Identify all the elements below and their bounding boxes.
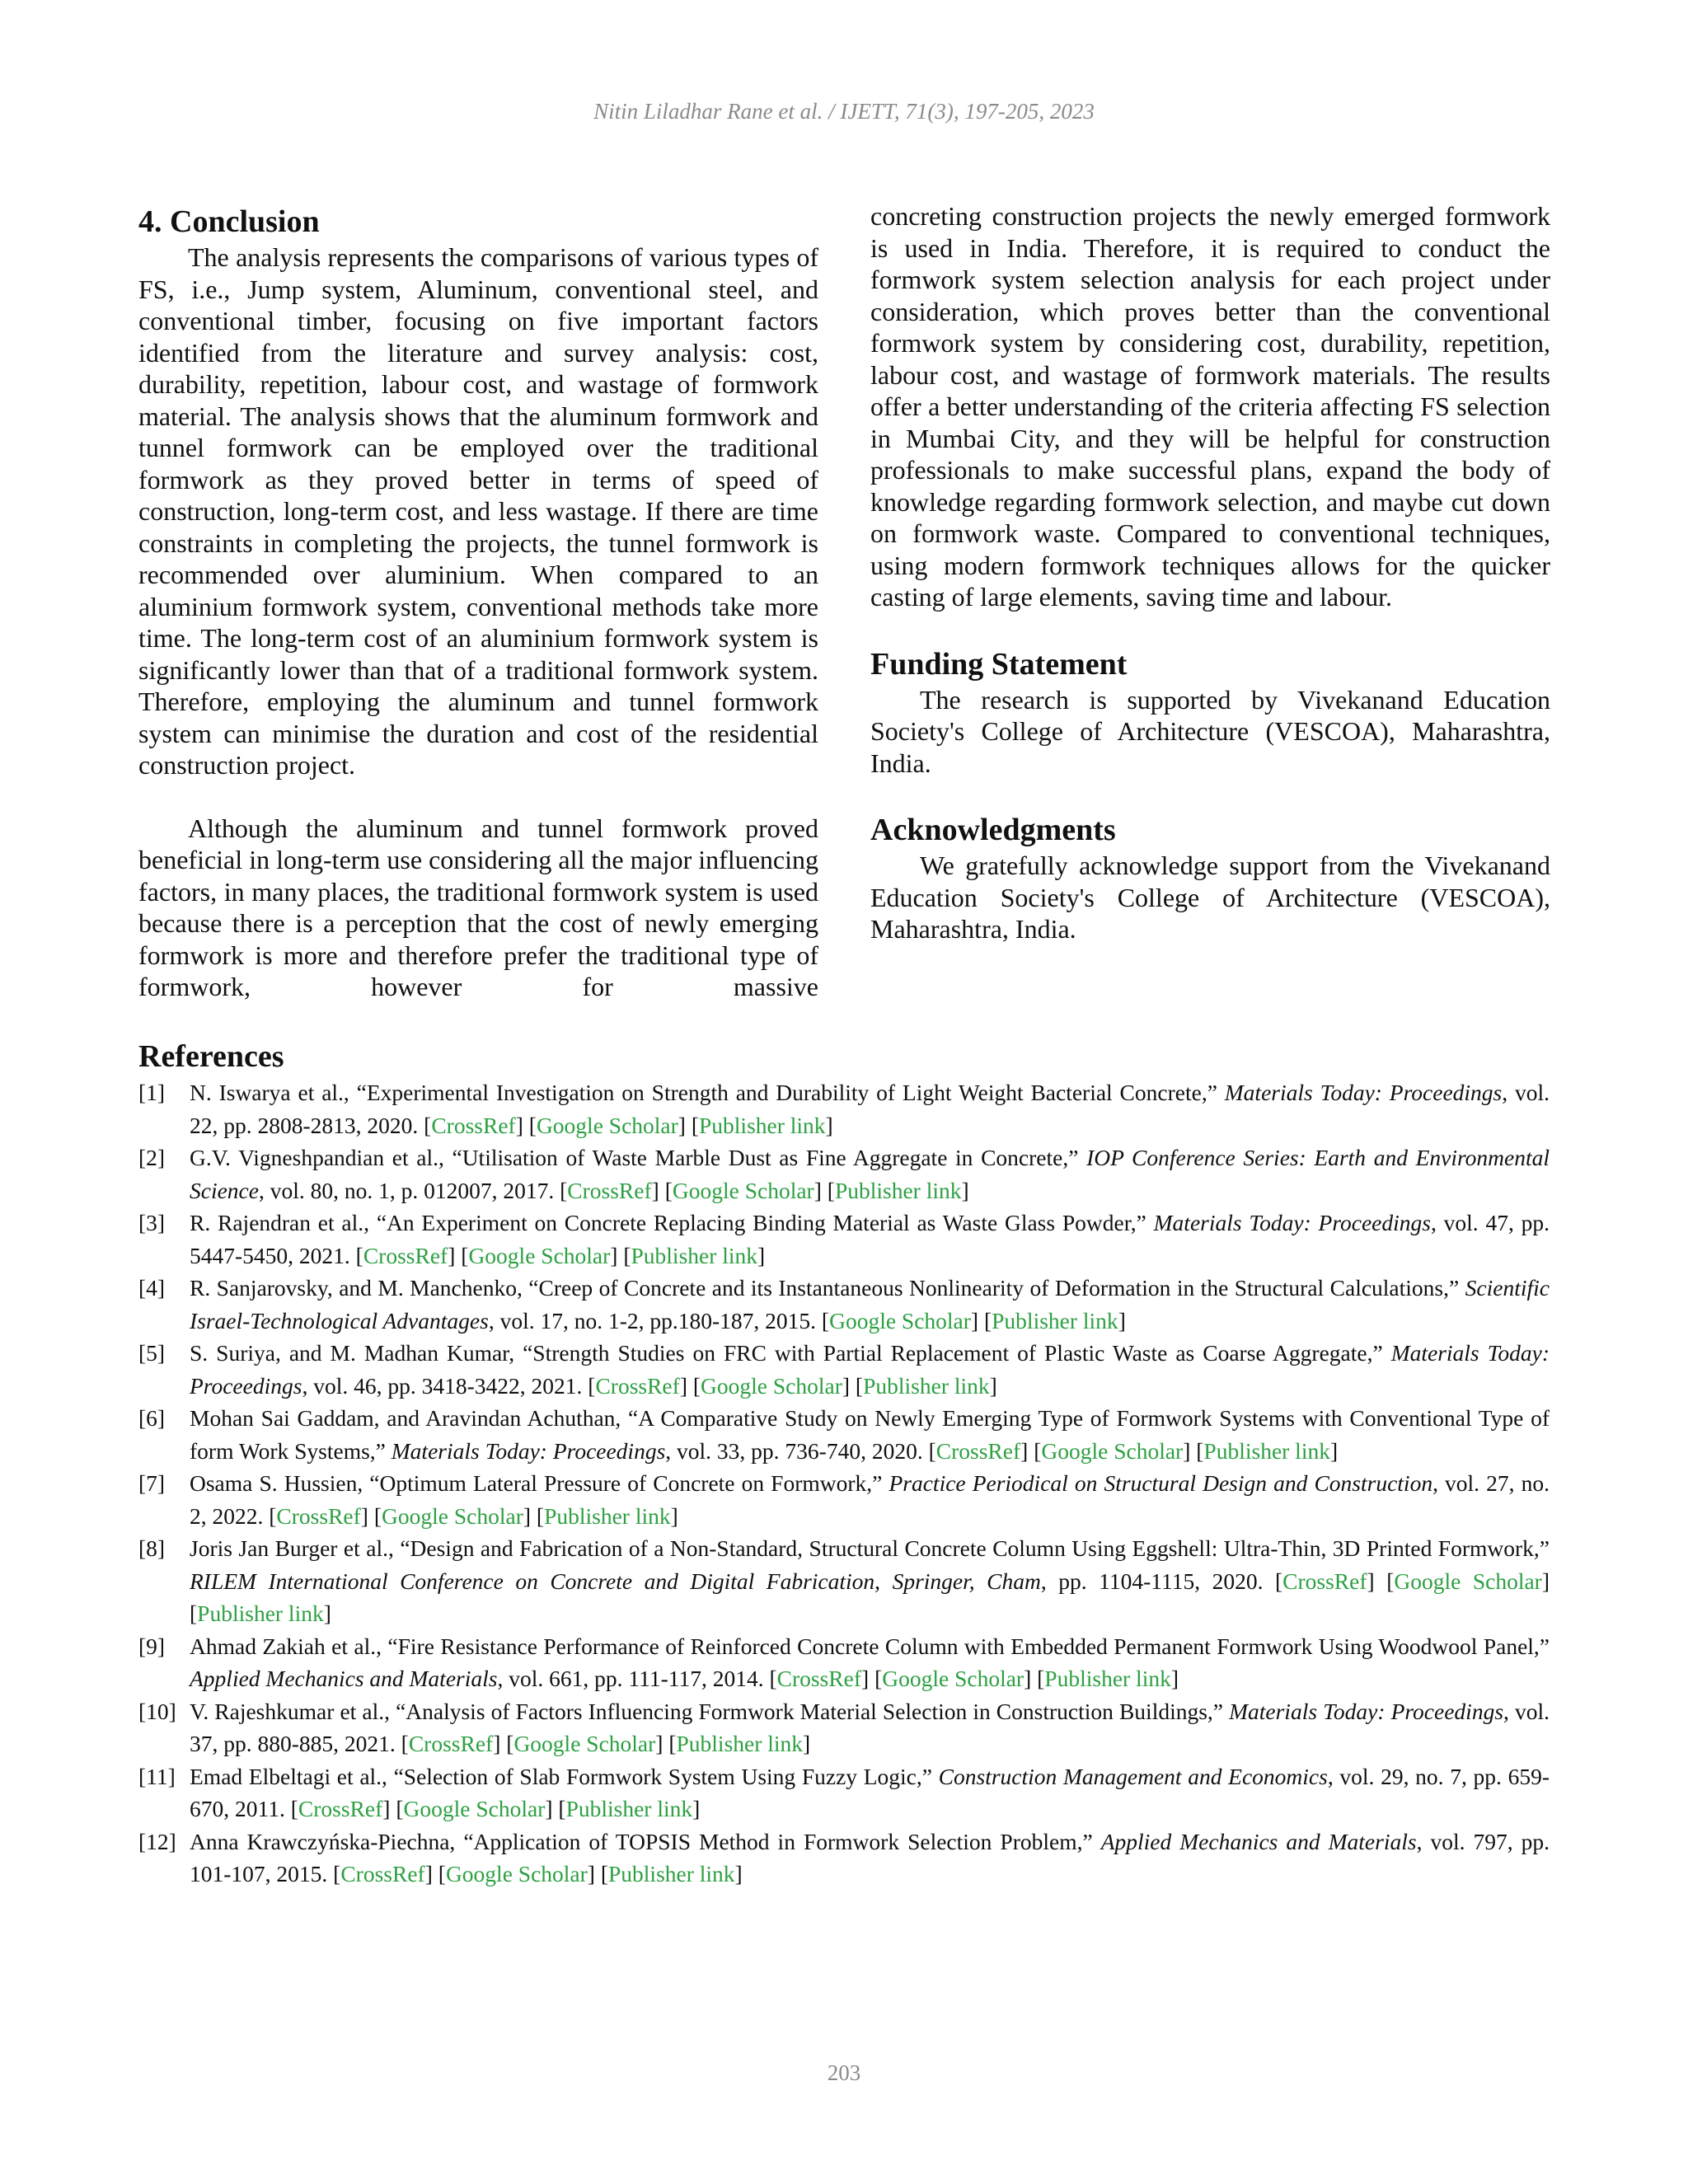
- crossref-link[interactable]: CrossRef: [431, 1112, 516, 1138]
- reference-details: , vol. 27, no. 2, 2022.: [190, 1470, 1550, 1529]
- reference-item: [6] Mohan Sai Gaddam, and Aravindan Achuthan, “A Comparative Study on Newly Emerging Type of Formwork Systems with Conventional Type of form Work Systems,” Materials Today: Proceedings, vol. 33, pp. 736-740, 2020. [CrossRef] [Google Scholar] [Publisher link]: [138, 1402, 1550, 1467]
- reference-journal: RILEM International Conference on Concrete and Digital Fabrication: [190, 1568, 875, 1594]
- reference-number: [3]: [138, 1210, 166, 1235]
- reference-journal: Applied Mechanics and Materials: [190, 1666, 498, 1691]
- funding-heading: Funding Statement: [870, 646, 1128, 682]
- reference-number: [6]: [138, 1405, 166, 1431]
- crossref-link[interactable]: CrossRef: [776, 1666, 862, 1691]
- publisher-link[interactable]: Publisher link: [608, 1861, 735, 1886]
- publisher-link[interactable]: Publisher link: [992, 1307, 1118, 1333]
- reference-item: [5] S. Suriya, and M. Madhan Kumar, “Strength Studies on FRC with Partial Replacement of Plastic Waste as Coarse Aggregate,” Materials Today: Proceedings, vol. 46, pp. 3418-3422, 2021. [CrossRef] [Google Scholar] [Publisher link]: [138, 1337, 1550, 1402]
- crossref-link[interactable]: CrossRef: [567, 1177, 652, 1203]
- reference-authors-title: G.V. Vigneshpandian et al., “Utilisation of Waste Marble Dust as Fine Aggregate in Concrete,”: [190, 1145, 1087, 1170]
- reference-journal: Materials Today: Proceedings: [1224, 1080, 1503, 1105]
- reference-item: [1] N. Iswarya et al., “Experimental Investigation on Strength and Durability of Light Weight Bacterial Concrete,” Materials Today: Proceedings, vol. 22, pp. 2808-2813, 2020. [CrossRef] [Google Scholar] [Publisher link]: [138, 1076, 1550, 1141]
- reference-number: [10]: [138, 1698, 176, 1724]
- crossref-link[interactable]: CrossRef: [408, 1731, 494, 1756]
- reference-details: , vol. 29, no. 7, pp. 659-670, 2011.: [190, 1763, 1550, 1821]
- running-head: Nitin Liladhar Rane et al. / IJETT, 71(3), 197-205, 2023: [593, 99, 1095, 124]
- publisher-link[interactable]: Publisher link: [544, 1502, 671, 1529]
- reference-details: , vol. 46, pp. 3418-3422, 2021.: [302, 1372, 588, 1399]
- reference-number: [7]: [138, 1470, 166, 1496]
- reference-item: [3] R. Rajendran et al., “An Experiment on Concrete Replacing Binding Material as Waste Glass Powder,” Materials Today: Proceedings, vol. 47, pp. 5447-5450, 2021. [CrossRef] [Google Scholar] [Publisher link]: [138, 1207, 1550, 1272]
- reference-publisher: Springer, Cham: [892, 1568, 1041, 1594]
- crossref-link[interactable]: CrossRef: [595, 1372, 680, 1399]
- publisher-link[interactable]: Publisher link: [676, 1731, 804, 1756]
- conclusion-paragraph-1: The analysis represents the comparisons of various types of FS, i.e., Jump system, Aluminum, conventional steel, and conventional timber, focusing on five important factors identified from the literature and survey analysis: cost, durability, repetition, labour cost, and wastage of formwork material. The analysis shows that the aluminum formwork and tunnel formwork can be employed over the traditional formwork as they proved better in terms of speed of construction, long-term cost, and less wastage. If there are time constraints in completing the projects, the tunnel formwork is recommended over aluminium. When compared to an aluminium formwork system, conventional methods take more time. The long-term cost of an aluminium formwork system is significantly lower than that of a traditional formwork system. Therefore, employing the aluminum and tunnel formwork system can minimise the duration and cost of the residential construction project.: [138, 242, 818, 780]
- reference-journal: Materials Today: Proceedings: [190, 1340, 1550, 1399]
- reference-journal: Construction Management and Economics: [938, 1763, 1328, 1789]
- reference-authors-title: V. Rajeshkumar et al., “Analysis of Factors Influencing Formwork Material Selection in Construction Buildings,”: [190, 1698, 1230, 1724]
- reference-number: [12]: [138, 1828, 176, 1854]
- google-scholar-link[interactable]: Google Scholar: [829, 1307, 971, 1333]
- google-scholar-link[interactable]: Google Scholar: [403, 1796, 546, 1821]
- reference-item: [10] V. Rajeshkumar et al., “Analysis of Factors Influencing Formwork Material Selection in Construction Buildings,” Materials Today: Proceedings, vol. 37, pp. 880-885, 2021. [CrossRef] [Google Scholar] [Publisher link]: [138, 1695, 1550, 1760]
- google-scholar-link[interactable]: Google Scholar: [445, 1861, 588, 1886]
- reference-details: , vol. 661, pp. 111-117, 2014.: [497, 1666, 770, 1691]
- reference-journal: Scientific Israel-Technological Advantages: [190, 1275, 1550, 1333]
- publisher-link[interactable]: Publisher link: [565, 1796, 693, 1821]
- publisher-link[interactable]: Publisher link: [197, 1601, 324, 1626]
- reference-number: [11]: [138, 1763, 176, 1789]
- funding-text: The research is supported by Vivekanand Education Society's College of Architecture (VESCOA), Maharashtra, India.: [870, 684, 1550, 778]
- reference-journal: Applied Mechanics and Materials: [1100, 1828, 1417, 1854]
- reference-authors-title: S. Suriya, and M. Madhan Kumar, “Strength Studies on FRC with Partial Replacement of Plastic Waste as Coarse Aggregate,”: [190, 1340, 1391, 1366]
- reference-item: [4] R. Sanjarovsky, and M. Manchenko, “Creep of Concrete and its Instantaneous Nonlinearity of Deformation in the Structural Calculations,” Scientific Israel-Technological Advantages, vol. 17, no. 1-2, pp.180-187, 2015. [Google Scholar] [Publisher link]: [138, 1272, 1550, 1337]
- right-column: [870, 200, 1550, 945]
- reference-separator: ,: [874, 1568, 893, 1594]
- reference-item: [7] Osama S. Hussien, “Optimum Lateral Pressure of Concrete on Formwork,” Practice Periodical on Structural Design and Construction, vol. 27, no. 2, 2022. [CrossRef] [Google Scholar] [Publisher link]: [138, 1467, 1550, 1532]
- reference-details: , vol. 80, no. 1, p. 012007, 2017.: [258, 1177, 560, 1203]
- reference-details: , vol. 47, pp. 5447-5450, 2021.: [190, 1210, 1550, 1268]
- crossref-link[interactable]: CrossRef: [276, 1502, 361, 1529]
- reference-journal: Materials Today: Proceedings: [1229, 1698, 1504, 1724]
- page-number: 203: [827, 2060, 861, 2085]
- crossref-link[interactable]: CrossRef: [340, 1861, 425, 1886]
- reference-authors-title: R. Sanjarovsky, and M. Manchenko, “Creep of Concrete and its Instantaneous Nonlinearity of Deformation in the Structural Calculations,”: [190, 1275, 1465, 1301]
- reference-authors-title: N. Iswarya et al., “Experimental Investigation on Strength and Durability of Light Weight Bacterial Concrete,”: [190, 1080, 1225, 1105]
- reference-item: [2] G.V. Vigneshpandian et al., “Utilisation of Waste Marble Dust as Fine Aggregate in Concrete,” IOP Conference Series: Earth and Environmental Science, vol. 80, no. 1, p. 012007, 2017. [CrossRef] [Google Scholar] [Publisher link]: [138, 1141, 1550, 1207]
- reference-authors-title: Joris Jan Burger et al., “Design and Fabrication of a Non-Standard, Structural Concrete Column Using Eggshell: Ultra-Thin, 3D Printed Formwork,”: [190, 1535, 1550, 1561]
- reference-authors-title: Osama S. Hussien, “Optimum Lateral Pressure of Concrete on Formwork,”: [190, 1470, 889, 1496]
- conclusion-paragraph-2-end: concreting construction projects the newly emerged formwork is used in India. Therefore, it is required to conduct the formwork system selection analysis for each project under consideration, which proves better than the conventional formwork system by considering cost, durability, repetition, labour cost, and wastage of formwork materials. The results offer a better understanding of the criteria affecting FS selection in Mumbai City, and they will be helpful for construction professionals to make successful plans, expand the body of knowledge regarding formwork selection, and maybe cut down on formwork waste. Compared to conventional techniques, using modern formwork techniques allows for the quicker casting of large elements, saving time and labour.: [870, 201, 1550, 612]
- reference-item: [9] Ahmad Zakiah et al., “Fire Resistance Performance of Reinforced Concrete Column with Embedded Permanent Formwork Using Woodwool Panel,” Applied Mechanics and Materials, vol. 661, pp. 111-117, 2014. [CrossRef] [Google Scholar] [Publisher link]: [138, 1630, 1550, 1695]
- reference-item: [8] Joris Jan Burger et al., “Design and Fabrication of a Non-Standard, Structural Concrete Column Using Eggshell: Ultra-Thin, 3D Printed Formwork,” RILEM International Conference on Concrete and Digital Fabrication, Springer, Cham, pp. 1104-1115, 2020. [CrossRef] [Google Scholar] [Publisher link]: [138, 1532, 1550, 1630]
- conclusion-heading: 4. Conclusion: [138, 204, 320, 239]
- reference-list: [138, 1076, 1550, 1891]
- google-scholar-link[interactable]: Google Scholar: [1041, 1437, 1184, 1464]
- google-scholar-link[interactable]: Google Scholar: [382, 1502, 523, 1529]
- reference-number: [2]: [138, 1145, 166, 1170]
- reference-item: [11] Emad Elbeltagi et al., “Selection of Slab Formwork System Using Fuzzy Logic,” Construction Management and Economics, vol. 29, no. 7, pp. 659-670, 2011. [CrossRef] [Google Scholar] [Publisher link]: [138, 1760, 1550, 1825]
- reference-details: , vol. 33, pp. 736-740, 2020.: [665, 1437, 929, 1464]
- reference-details: , pp. 1104-1115, 2020.: [1040, 1568, 1275, 1594]
- references-section: [138, 1037, 1550, 1891]
- crossref-link[interactable]: CrossRef: [1282, 1568, 1367, 1594]
- references-heading: References: [138, 1039, 284, 1074]
- google-scholar-link[interactable]: Google Scholar: [468, 1242, 611, 1268]
- reference-details: , vol. 22, pp. 2808-2813, 2020.: [190, 1080, 1550, 1138]
- google-scholar-link[interactable]: Google Scholar: [1394, 1568, 1542, 1594]
- reference-journal: Materials Today: Proceedings: [1153, 1210, 1431, 1235]
- google-scholar-link[interactable]: Google Scholar: [513, 1731, 656, 1756]
- reference-authors-title: Emad Elbeltagi et al., “Selection of Slab Formwork System Using Fuzzy Logic,”: [190, 1763, 939, 1789]
- google-scholar-link[interactable]: Google Scholar: [882, 1666, 1025, 1691]
- google-scholar-link[interactable]: Google Scholar: [701, 1372, 842, 1399]
- acknowledgments-text: We gratefully acknowledge support from the Vivekanand Education Society's College of Architecture (VESCOA), Maharashtra, India.: [870, 851, 1550, 944]
- google-scholar-link[interactable]: Google Scholar: [536, 1112, 678, 1138]
- reference-number: [9]: [138, 1633, 166, 1659]
- crossref-link[interactable]: CrossRef: [363, 1242, 448, 1268]
- reference-number: [4]: [138, 1275, 166, 1301]
- reference-number: [8]: [138, 1535, 166, 1561]
- reference-journal: Practice Periodical on Structural Design and Construction: [889, 1470, 1433, 1496]
- publisher-link[interactable]: Publisher link: [1044, 1666, 1171, 1691]
- reference-number: [1]: [138, 1080, 166, 1105]
- reference-details: , vol. 797, pp. 101-107, 2015.: [190, 1828, 1550, 1886]
- publisher-link[interactable]: Publisher link: [863, 1372, 990, 1399]
- publisher-link[interactable]: Publisher link: [631, 1242, 758, 1268]
- reference-number: [5]: [138, 1340, 166, 1366]
- google-scholar-link[interactable]: Google Scholar: [672, 1177, 814, 1203]
- reference-authors-title: Mohan Sai Gaddam, and Aravindan Achuthan, “A Comparative Study on Newly Emerging Type of Formwork Systems with Conventional Type of form Work Systems,”: [190, 1405, 1550, 1464]
- reference-authors-title: Anna Krawczyńska-Piechna, “Application of TOPSIS Method in Formwork Selection Problem,”: [190, 1828, 1101, 1854]
- reference-details: , vol. 17, no. 1-2, pp.180-187, 2015.: [488, 1307, 822, 1333]
- conclusion-paragraph-2-start: Although the aluminum and tunnel formwork proved beneficial in long-term use considering all the major influencing factors, in many places, the traditional formwork system is used because there is a perception that the cost of newly emerging formwork is more and therefore prefer the traditional type of formwork, however for massive: [138, 813, 818, 1001]
- crossref-link[interactable]: CrossRef: [935, 1437, 1021, 1464]
- publisher-link[interactable]: Publisher link: [1203, 1437, 1330, 1464]
- reference-item: [12] Anna Krawczyńska-Piechna, “Application of TOPSIS Method in Formwork Selection Problem,” Applied Mechanics and Materials, vol. 797, pp. 101-107, 2015. [CrossRef] [Google Scholar] [Publisher link]: [138, 1825, 1550, 1891]
- reference-authors-title: Ahmad Zakiah et al., “Fire Resistance Performance of Reinforced Concrete Column with Embedded Permanent Formwork Using Woodwool Panel,”: [190, 1633, 1550, 1659]
- reference-journal: IOP Conference Series: Earth and Environmental Science: [190, 1145, 1550, 1203]
- acknowledgments-heading: Acknowledgments: [870, 813, 1116, 847]
- crossref-link[interactable]: CrossRef: [298, 1796, 383, 1821]
- reference-authors-title: R. Rajendran et al., “An Experiment on Concrete Replacing Binding Material as Waste Glass Powder,”: [190, 1210, 1154, 1235]
- reference-details: , vol. 37, pp. 880-885, 2021.: [190, 1698, 1550, 1756]
- publisher-link[interactable]: Publisher link: [699, 1112, 826, 1138]
- publisher-link[interactable]: Publisher link: [834, 1177, 962, 1203]
- reference-journal: Materials Today: Proceedings: [391, 1437, 666, 1464]
- left-column: [138, 202, 818, 1003]
